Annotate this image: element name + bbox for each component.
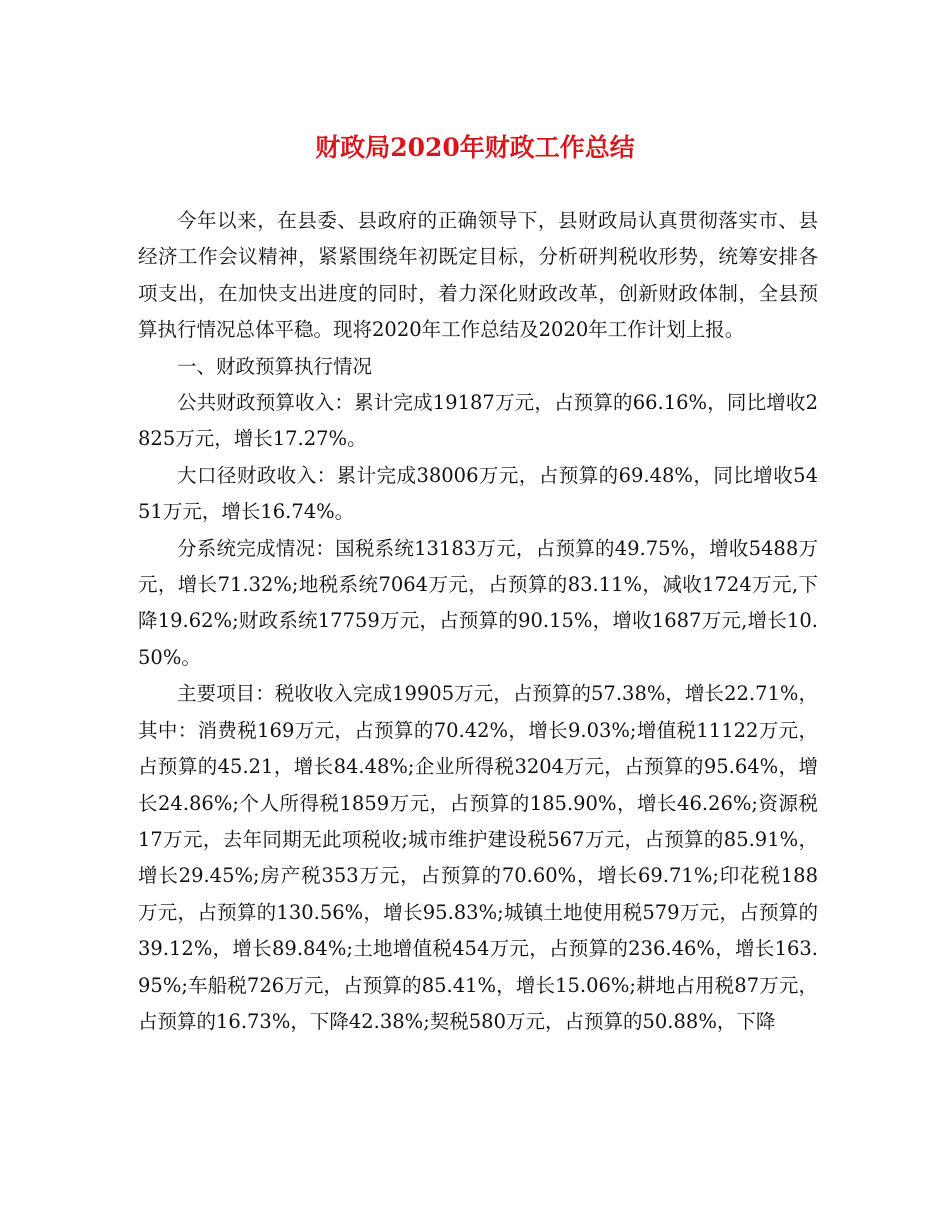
document-title: 财政局2020年财政工作总结: [315, 133, 635, 162]
document-body: [138, 203, 818, 1040]
main-items-paragraph: 主要项目：税收收入完成19905万元，占预算的57.38%，增长22.71%，其中：消费税169万元，占预算的70.42%，增长9.03%;增值税11122万元，占预算的45.21，增长84.48%;企业所得税3204万元，占预算的95.64%，增长24.86%;个人所得税1859万元，占预算的185.90%，增长46.26%;资源税17万元，去年同期无此项税收;城市维护建设税567万元，占预算的85.91%，增长29.45%;房产税353万元，占预算的70.60%，增长69.71%;印花税188万元，占预算的130.56%，增长95.83%;城镇土地使用税579万元，占预算的39.12%，增长89.84%;土地增值税454万元，占预算的236.46%，增长163.95%;车船税726万元，占预算的85.41%，增长15.06%;耕地占用税87万元，占预算的16.73%，下降42.38%;契税580万元，占预算的50.88%，下降: [138, 682, 818, 1033]
by-system-paragraph: 分系统完成情况：国税系统13183万元，占预算的49.75%，增收5488万元，增长71.32%;地税系统7064万元，占预算的83.11%，减收1724万元,下降19.62%;财政系统17759万元，占预算的90.15%，增收1687万元,增长10.50%。: [138, 536, 818, 669]
section-heading-budget-execution: 一、财政预算执行情况: [177, 354, 373, 378]
broad-revenue-paragraph: 大口径财政收入：累计完成38006万元，占预算的69.48%，同比增收5451万元，增长16.74%。: [138, 463, 818, 524]
intro-paragraph: 今年以来，在县委、县政府的正确领导下，县财政局认真贯彻落实市、县经济工作会议精神，紧紧围绕年初既定目标，分析研判税收形势，统筹安排各项支出，在加快支出进度的同时，着力深化财政改革，创新财政体制，全县预算执行情况总体平稳。现将2020年工作总结及2020年工作计划上报。: [138, 209, 818, 342]
public-budget-paragraph: 公共财政预算收入：累计完成19187万元，占预算的66.16%，同比增收2825万元，增长17.27%。: [138, 391, 818, 451]
